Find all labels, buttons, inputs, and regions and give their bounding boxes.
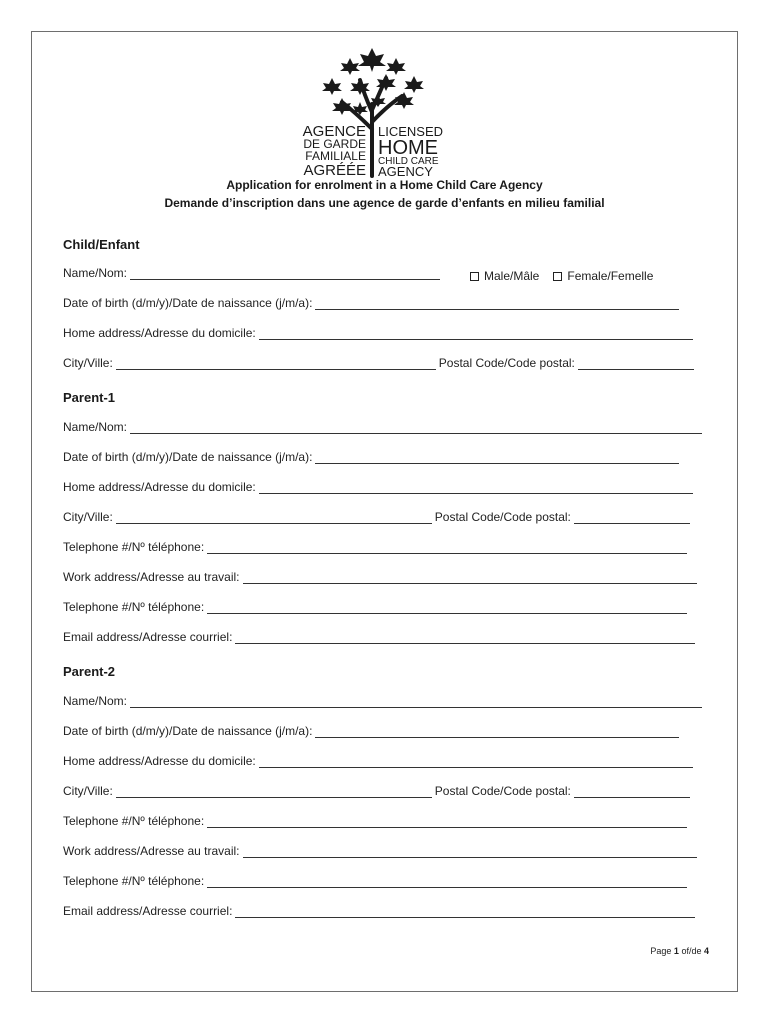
parent1-email-label: Email address/Adresse courriel: bbox=[63, 630, 233, 644]
male-label: Male/Mâle bbox=[484, 269, 540, 283]
parent2-email-row bbox=[63, 900, 695, 918]
parent1-work-field[interactable] bbox=[243, 571, 697, 584]
parent1-dob-field[interactable] bbox=[315, 451, 679, 464]
parent2-city-row bbox=[63, 780, 690, 798]
parent1-email-row bbox=[63, 626, 695, 644]
parent2-tel2-label: Telephone #/Nº téléphone: bbox=[63, 874, 205, 888]
parent1-dob-row bbox=[63, 446, 679, 464]
parent1-name-label: Name/Nom: bbox=[63, 420, 128, 434]
parent1-tel1-field[interactable] bbox=[207, 541, 687, 554]
child-city-label: City/Ville: bbox=[63, 356, 113, 370]
parent1-name-row bbox=[63, 416, 702, 434]
parent2-work-row bbox=[63, 840, 697, 858]
parent1-work-label: Work address/Adresse au travail: bbox=[63, 570, 240, 584]
gender-options bbox=[470, 269, 653, 283]
parent2-dob-label: Date of birth (d/m/y)/Date de naissance (j/m/a): bbox=[63, 724, 313, 738]
form-title-fr: Demande d’inscription dans une agence de garde d’enfants en milieu familial bbox=[164, 196, 605, 210]
parent2-home-row bbox=[63, 750, 693, 768]
section-heading-child: Child/Enfant bbox=[63, 237, 140, 252]
parent2-name-field[interactable] bbox=[130, 695, 702, 708]
parent2-postal-field[interactable] bbox=[574, 785, 690, 798]
parent1-city-field[interactable] bbox=[116, 511, 432, 524]
agency-logo bbox=[262, 44, 482, 179]
child-home-row bbox=[63, 322, 693, 340]
parent1-tel1-row bbox=[63, 536, 687, 554]
parent2-tel1-row bbox=[63, 810, 687, 828]
parent2-city-label: City/Ville: bbox=[63, 784, 113, 798]
parent2-name-label: Name/Nom: bbox=[63, 694, 128, 708]
logo-fr-line-1: AGENCE bbox=[302, 123, 366, 140]
logo-en-line-2: HOME bbox=[378, 137, 438, 159]
child-postal-field[interactable] bbox=[578, 357, 694, 370]
female-checkbox[interactable] bbox=[553, 272, 562, 281]
child-dob-label: Date of birth (d/m/y)/Date de naissance (j/m/a): bbox=[63, 296, 313, 310]
parent2-work-label: Work address/Adresse au travail: bbox=[63, 844, 240, 858]
child-name-field[interactable] bbox=[130, 267, 440, 280]
child-home-field[interactable] bbox=[259, 327, 693, 340]
parent1-city-label: City/Ville: bbox=[63, 510, 113, 524]
male-checkbox[interactable] bbox=[470, 272, 479, 281]
page-total: 4 bbox=[703, 946, 709, 956]
parent1-dob-label: Date of birth (d/m/y)/Date de naissance (j/m/a): bbox=[63, 450, 313, 464]
child-home-label: Home address/Adresse du domicile: bbox=[63, 326, 256, 340]
page-sep: of/de bbox=[681, 946, 702, 956]
page-prefix: Page bbox=[650, 946, 672, 956]
child-name-label: Name/Nom: bbox=[63, 266, 128, 280]
logo-en-line-4: AGENCY bbox=[378, 164, 433, 179]
child-name-row bbox=[63, 262, 440, 280]
parent1-home-field[interactable] bbox=[259, 481, 693, 494]
parent2-dob-row bbox=[63, 720, 679, 738]
logo-fr-line-3: FAMILIALE bbox=[305, 149, 366, 163]
child-dob-field[interactable] bbox=[315, 297, 679, 310]
parent1-tel2-row bbox=[63, 596, 687, 614]
parent1-postal-label: Postal Code/Code postal: bbox=[434, 510, 571, 524]
logo-en-line-1: LICENSED bbox=[378, 124, 444, 139]
logo-fr-line-4: AGRÉÉE bbox=[303, 162, 366, 179]
parent2-city-field[interactable] bbox=[116, 785, 432, 798]
section-heading-parent-1: Parent-1 bbox=[63, 390, 116, 405]
parent2-postal-label: Postal Code/Code postal: bbox=[434, 784, 571, 798]
parent2-tel2-field[interactable] bbox=[207, 875, 687, 888]
child-dob-row bbox=[63, 292, 679, 310]
form-title-en: Application for enrolment in a Home Child Care Agency bbox=[226, 178, 543, 192]
parent2-tel1-field[interactable] bbox=[207, 815, 687, 828]
child-postal-label: Postal Code/Code postal: bbox=[438, 356, 575, 370]
parent1-tel2-label: Telephone #/Nº téléphone: bbox=[63, 600, 205, 614]
logo-en-line-3: CHILD CARE bbox=[378, 156, 439, 167]
parent2-name-row bbox=[63, 690, 702, 708]
parent1-name-field[interactable] bbox=[130, 421, 702, 434]
parent2-dob-field[interactable] bbox=[315, 725, 679, 738]
child-city-field[interactable] bbox=[116, 357, 436, 370]
parent2-home-field[interactable] bbox=[259, 755, 693, 768]
parent1-work-row bbox=[63, 566, 697, 584]
document-page bbox=[31, 31, 738, 992]
parent2-work-field[interactable] bbox=[243, 845, 697, 858]
parent1-postal-field[interactable] bbox=[574, 511, 690, 524]
parent1-tel2-field[interactable] bbox=[207, 601, 687, 614]
parent1-email-field[interactable] bbox=[235, 631, 695, 644]
parent2-home-label: Home address/Adresse du domicile: bbox=[63, 754, 256, 768]
parent2-email-label: Email address/Adresse courriel: bbox=[63, 904, 233, 918]
female-label: Female/Femelle bbox=[567, 269, 654, 283]
page-current: 1 bbox=[673, 946, 679, 956]
parent2-tel1-label: Telephone #/Nº téléphone: bbox=[63, 814, 205, 828]
parent2-tel2-row bbox=[63, 870, 687, 888]
section-heading-parent-2: Parent-2 bbox=[63, 664, 116, 679]
logo-fr-line-2: DE GARDE bbox=[303, 137, 366, 151]
page-number bbox=[650, 946, 709, 956]
parent1-home-row bbox=[63, 476, 693, 494]
parent1-home-label: Home address/Adresse du domicile: bbox=[63, 480, 256, 494]
parent1-tel1-label: Telephone #/Nº téléphone: bbox=[63, 540, 205, 554]
child-city-row bbox=[63, 352, 694, 370]
parent2-email-field[interactable] bbox=[235, 905, 695, 918]
parent1-city-row bbox=[63, 506, 690, 524]
